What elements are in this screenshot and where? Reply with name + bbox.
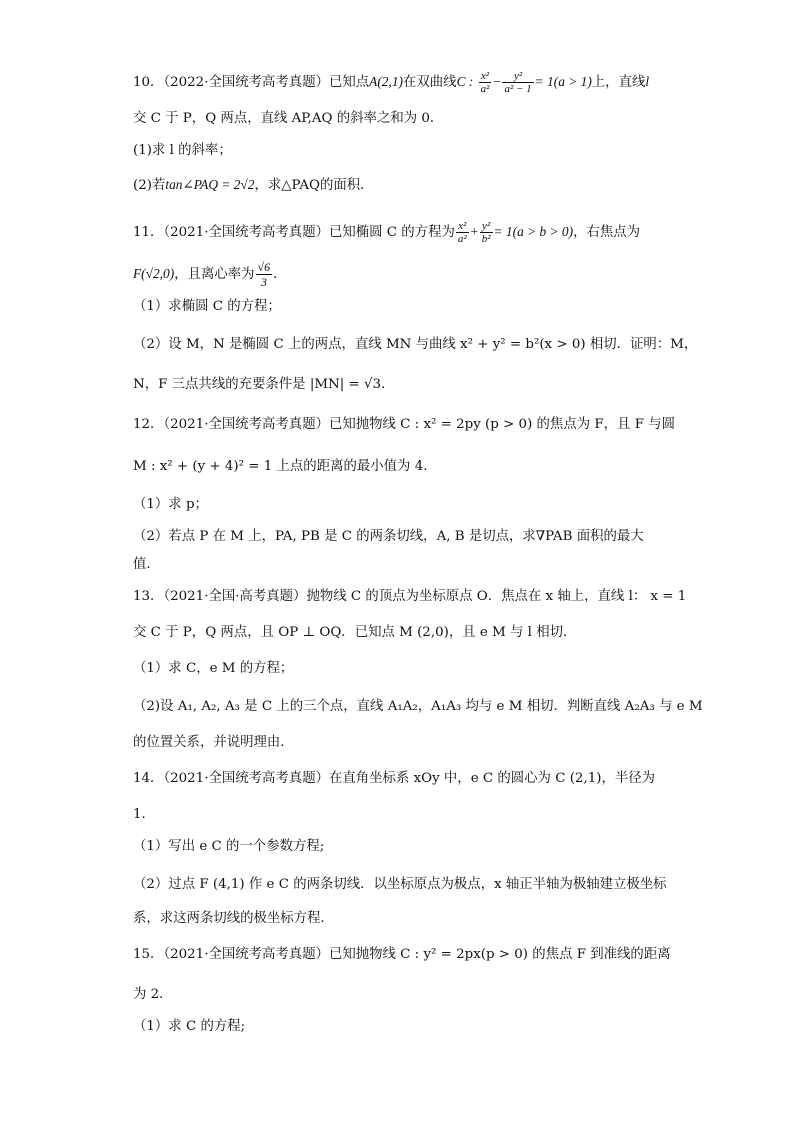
problem-15-line-2: 为 2． — [133, 987, 173, 1002]
problem-12-line-2: M : x² + (y + 4)² = 1 上点的距离的最小值为 4． — [133, 459, 437, 474]
equation-rhs: = 1(a > 1) — [534, 74, 592, 89]
frac-num: √6 — [257, 260, 271, 274]
problem-10-part-1: (1)求 l 的斜率； — [133, 143, 232, 158]
frac-den: b² — [481, 233, 491, 245]
part-2-suffix: ，求△PAQ的面积． — [254, 178, 374, 193]
problem-12-part-2-cont: 值． — [133, 557, 160, 572]
equation-rhs: = 1(a > b > 0) — [493, 224, 574, 239]
problem-12-part-1: （1）求 p； — [133, 497, 208, 512]
eccentricity-label: ，且离心率为 — [174, 267, 255, 282]
problem-11-part-2-cont: N，F 三点共线的充要条件是 |MN| = √3． — [133, 377, 395, 392]
problem-10-part-2 — [133, 176, 656, 195]
problem-15-line-1: 15．（2021·全国统考高考真题）已知抛物线 C : y² = 2px(p > 0) 的焦点 F 到准线的距离 — [133, 947, 671, 962]
line-l-label: l — [645, 74, 650, 89]
problem-11-part-1: （1）求椭圆 C 的方程； — [133, 299, 281, 314]
problem-14-part-2: （2）过点 F (4,1) 作 e C 的两条切线．以坐标原点为极点，x 轴正半轴为极轴建立极坐标 — [133, 877, 667, 892]
fraction-y2-a2m1 — [502, 70, 533, 95]
problem-10-text-2: 上，直线 — [591, 75, 646, 90]
problem-14-line-1: 14．（2021·全国统考高考真题）在直角坐标系 xOy 中，e C 的圆心为 C (2,1)，半径为 — [133, 771, 656, 786]
part-2-prefix: (2)若 — [133, 178, 166, 193]
frac-den: a² — [457, 233, 467, 245]
frac-den: a² − 1 — [504, 83, 532, 95]
problem-15-part-1: （1）求 C 的方程; — [133, 1019, 246, 1034]
problem-10-text: 在双曲线 — [403, 75, 457, 90]
problem-13-part-2: （2)设 A₁, A₂, A₃ 是 C 上的三个点，直线 A₁A₂，A₁A₃ 均与 e M 相切．判断直线 A₂A₃ 与 e M — [133, 699, 703, 714]
problem-14-part-2-cont: 系，求这两条切线的极坐标方程． — [133, 911, 334, 926]
problem-10-line-2: 交 C 于 P，Q 两点，直线 AP,AQ 的斜率之和为 0． — [133, 111, 444, 126]
problem-14-part-1: （1）写出 e C 的一个参数方程; — [133, 839, 325, 854]
eccentricity-fraction — [256, 260, 273, 289]
problem-11-line-1 — [133, 220, 656, 245]
problem-11-line-2 — [133, 260, 656, 289]
problem-10-intro: 10．（2022·全国统考高考真题）已知点 — [133, 75, 370, 90]
point-a: A(2,1) — [369, 74, 403, 89]
frac-num: x² — [456, 220, 469, 233]
problem-12-line-1: 12．（2021·全国统考高考真题）已知抛物线 C : x² = 2py (p > 0) 的焦点为 F，且 F 与圆 — [133, 417, 676, 432]
problem-13-part-1: （1）求 C，e M 的方程； — [133, 661, 294, 676]
problem-13-line-1: 13．（2021·全国·高考真题）抛物线 C 的顶点为坐标原点 O．焦点在 x 轴上，直线 l： x = 1 — [133, 589, 687, 604]
frac-den: 3 — [260, 275, 267, 289]
period: ． — [273, 267, 287, 282]
problem-11-text: ，右焦点为 — [573, 225, 641, 240]
problem-13-line-2: 交 C 于 P，Q 两点，且 OP ⊥ OQ．已知点 M (2,0)，且 e M 与 l 相切． — [133, 625, 577, 640]
tan-expression: tan∠PAQ = 2√2 — [165, 177, 255, 192]
curve-c-label: C : — [456, 74, 474, 89]
problem-12-part-2: （2）若点 P 在 M 上，PA, PB 是 C 的两条切线，A, B 是切点，求∇PAB 面积的最大 — [133, 529, 644, 544]
frac-num: y² — [480, 220, 493, 233]
problem-11-intro: 11．（2021·全国统考高考真题）已知椭圆 C 的方程为 — [133, 225, 455, 240]
frac-den: a² — [480, 83, 490, 95]
frac-num: y² — [502, 70, 533, 83]
focus-point: F(√2,0) — [133, 266, 175, 281]
problem-13-part-2-cont: 的位置关系，并说明理由． — [133, 735, 294, 750]
problem-10-line-1 — [133, 70, 656, 95]
fraction-y2-b2 — [480, 220, 493, 245]
problem-14-line-2: 1． — [133, 807, 155, 822]
problem-11-part-2: （2）设 M，N 是椭圆 C 上的两点，直线 MN 与曲线 x² + y² = b²(x > 0) 相切．证明：M， — [133, 337, 698, 352]
frac-num: x² — [479, 70, 492, 83]
plus-sign: + — [469, 224, 479, 239]
fraction-x2-a2 — [456, 220, 469, 245]
fraction-x2-a2 — [479, 70, 492, 95]
minus-sign: − — [492, 74, 502, 89]
